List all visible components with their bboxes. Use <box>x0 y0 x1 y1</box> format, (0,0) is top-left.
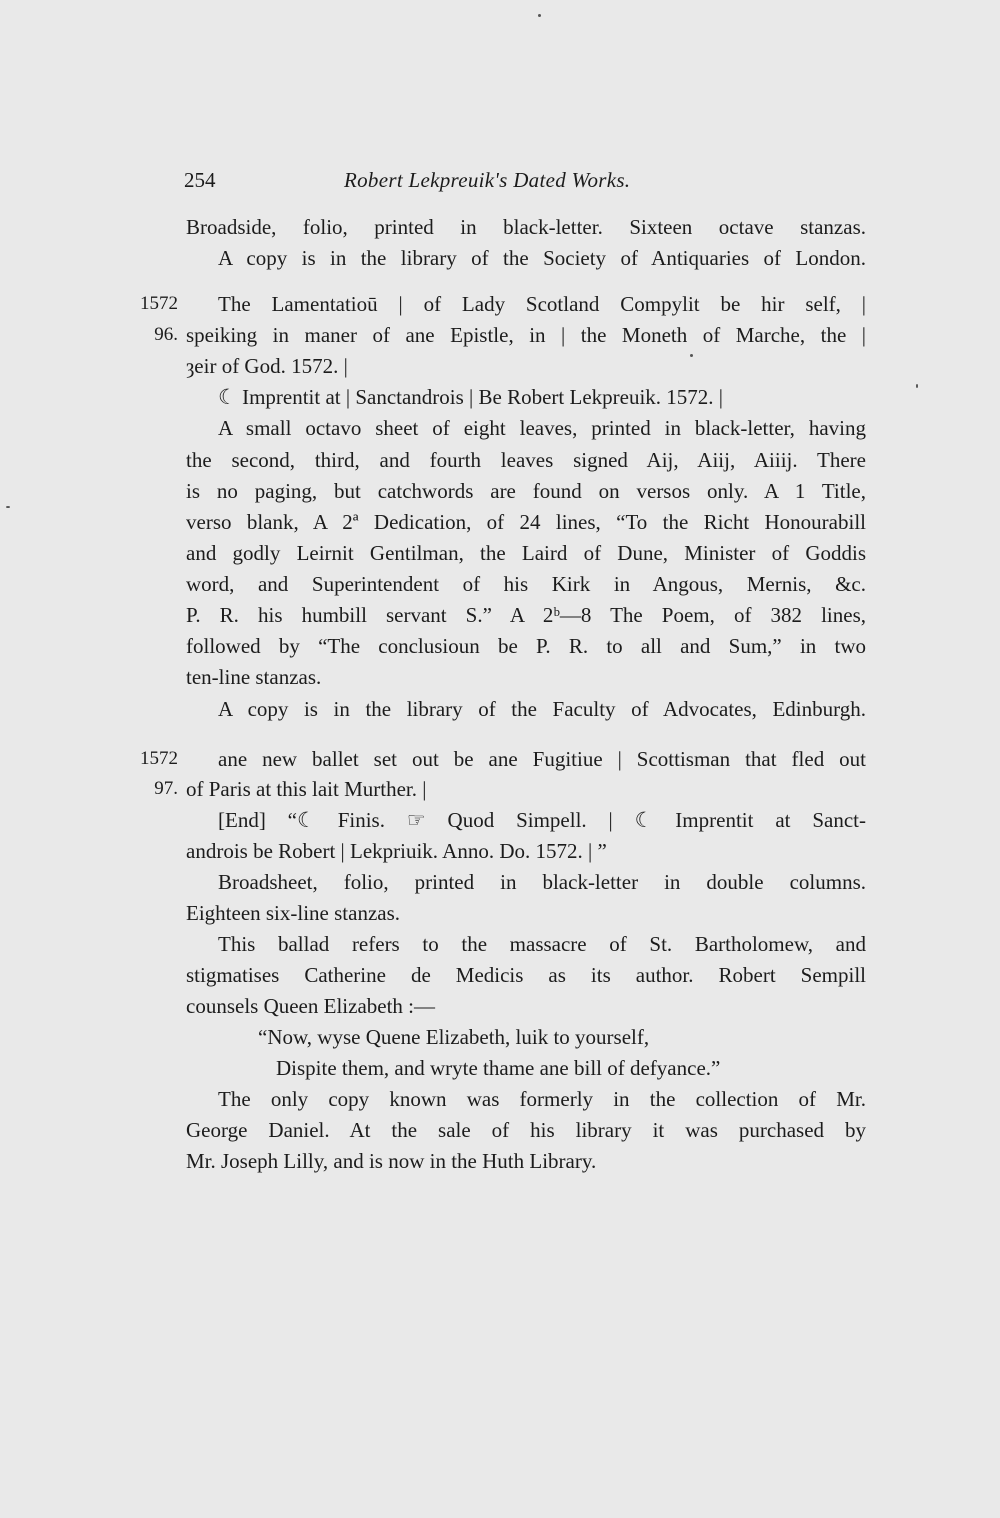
text-line: followed by “The conclusioun be P. R. to all and Sum,” in two <box>186 634 866 658</box>
quotation-line: “Now, wyse Quene Elizabeth, luik to yourself, <box>258 1025 650 1049</box>
text-line: is no paging, but catchwords are found on versos only. A 1 Title, <box>186 479 866 503</box>
text-line: Broadsheet, folio, printed in black-letter in double columns. <box>218 870 866 894</box>
page-header <box>184 168 866 198</box>
text-line: Mr. Joseph Lilly, and is now in the Huth Library. <box>186 1149 597 1173</box>
paper-speck <box>690 354 693 357</box>
entry-title-line: ane new ballet set out be ane Fugitiue | Scottisman that fled out <box>218 747 866 771</box>
entry-title-line: speiking in maner of ane Epistle, in | the Moneth of Marche, the | <box>186 323 866 347</box>
paper-speck <box>6 506 10 508</box>
margin-year: 1572 <box>140 748 178 769</box>
text-line: Eighteen six-line stanzas. <box>186 901 401 925</box>
text-line: A small octavo sheet of eight leaves, printed in black-letter, having <box>218 416 866 440</box>
margin-entry-number: 96. <box>154 324 178 345</box>
margin-entry-number: 97. <box>154 778 178 799</box>
text-line: Broadside, folio, printed in black-letter. Sixteen octave stanzas. <box>186 215 866 239</box>
paper-speck <box>916 384 918 388</box>
text-line: ten-line stanzas. <box>186 665 322 689</box>
text-line: The only copy known was formerly in the collection of Mr. <box>218 1087 866 1111</box>
colophon-line: [End] “☾ Finis. ☞ Quod Simpell. | ☾ Imprentit at Sanct- <box>218 808 866 832</box>
entry-title-line: ȝeir of God. 1572. | <box>186 354 348 378</box>
page-number: 254 <box>184 168 216 192</box>
margin-year: 1572 <box>140 293 178 314</box>
quotation-line: Dispite them, and wryte thame ane bill of defyance.” <box>276 1056 721 1080</box>
text-line: verso blank, A 2ª Dedication, of 24 lines, “To the Richt Honourabill <box>186 510 866 534</box>
running-title: Robert Lekpreuik's Dated Works. <box>344 168 631 192</box>
text-line: stigmatises Catherine de Medicis as its author. Robert Sempill <box>186 963 866 987</box>
text-line: P. R. his humbill servant S.” A 2ᵇ—8 The Poem, of 382 lines, <box>186 603 866 627</box>
paper-speck <box>538 14 541 17</box>
text-line: George Daniel. At the sale of his library it was purchased by <box>186 1118 866 1142</box>
text-line: the second, third, and fourth leaves signed Aij, Aiij, Aiiij. There <box>186 448 866 472</box>
text-line: A copy is in the library of the Society of Antiquaries of London. <box>218 246 866 270</box>
text-line: and godly Leirnit Gentilman, the Laird of Dune, Minister of Goddis <box>186 541 866 565</box>
text-line: counsels Queen Elizabeth :— <box>186 994 436 1018</box>
imprint-line: ☾ Imprentit at | Sanctandrois | Be Robert Lekpreuik. 1572. | <box>218 385 723 409</box>
entry-title-line: of Paris at this lait Murther. | <box>186 777 427 801</box>
text-line: word, and Superintendent of his Kirk in Angous, Mernis, &c. <box>186 572 866 596</box>
text-line: A copy is in the library of the Faculty of Advocates, Edinburgh. <box>218 697 866 721</box>
entry-title-line: The Lamentatioū | of Lady Scotland Compylit be hir self, | <box>218 292 866 316</box>
text-line: This ballad refers to the massacre of St. Bartholomew, and <box>218 932 866 956</box>
colophon-line: androis be Robert | Lekpriuik. Anno. Do. 1572. | ” <box>186 839 607 863</box>
